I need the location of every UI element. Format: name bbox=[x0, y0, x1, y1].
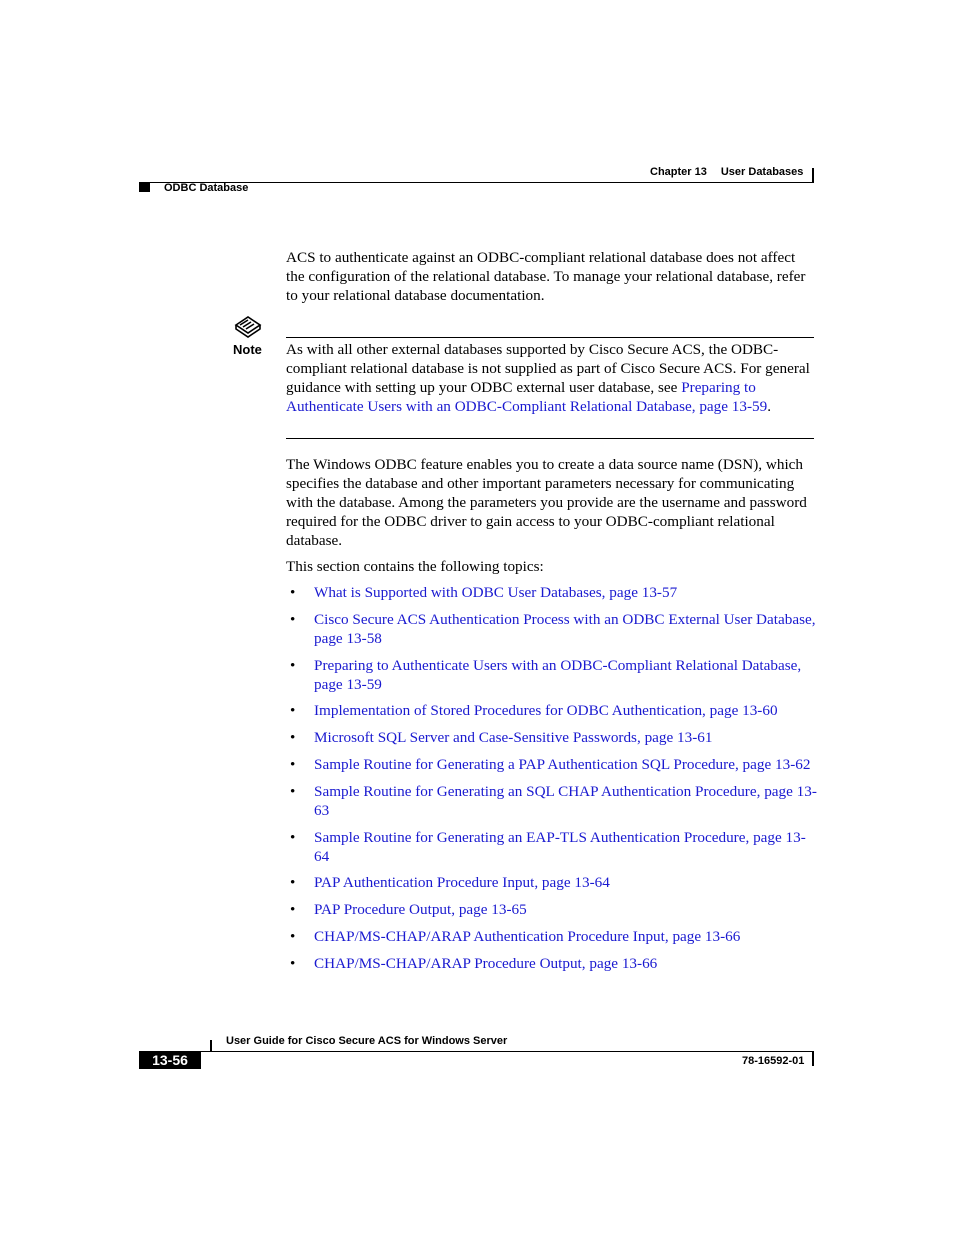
bullet: • bbox=[290, 656, 296, 674]
bullet: • bbox=[290, 874, 296, 892]
bullet: • bbox=[290, 927, 296, 945]
bullet: • bbox=[290, 755, 296, 773]
list-item bbox=[290, 701, 820, 720]
bullet: • bbox=[290, 610, 296, 628]
topic-link[interactable]: Sample Routine for Generating a PAP Authentication SQL Procedure, page 13-62 bbox=[314, 755, 811, 773]
bullet: • bbox=[290, 584, 296, 601]
note-body: As with all other external databases supported by Cisco Secure ACS, the ODBC-compliant relational database is not supplied as part of Cisco Secure ACS. For general guidance with setting up your ODBC external user database, see bbox=[286, 341, 810, 396]
page-number: 13-56 bbox=[139, 1051, 201, 1069]
list-item bbox=[290, 927, 820, 946]
note-link[interactable]: Preparing to Authenticate Users with an ODBC-Compliant Relational Database, page 13-59 bbox=[286, 379, 768, 415]
bullet: • bbox=[290, 828, 296, 846]
topics-list bbox=[290, 583, 820, 981]
list-item bbox=[290, 656, 820, 694]
footer-rule bbox=[201, 1051, 814, 1052]
bullet: • bbox=[290, 954, 296, 972]
pencil-icon bbox=[234, 315, 262, 344]
topic-link[interactable]: CHAP/MS-CHAP/ARAP Procedure Output, page 13-66 bbox=[314, 954, 658, 972]
topic-link[interactable]: Implementation of Stored Procedures for ODBC Authentication, page 13-60 bbox=[314, 702, 778, 720]
list-item bbox=[290, 728, 820, 747]
topic-link[interactable]: Microsoft SQL Server and Case-Sensitive Passwords, page 13-61 bbox=[314, 729, 713, 747]
chapter-number: Chapter 13 bbox=[650, 166, 707, 178]
list-item bbox=[290, 610, 820, 648]
topic-link[interactable]: Sample Routine for Generating an EAP-TLS Authentication Procedure, page 13-64 bbox=[314, 828, 806, 865]
footer-right-bar bbox=[812, 1051, 814, 1066]
list-item bbox=[290, 954, 820, 973]
list-item bbox=[290, 900, 820, 919]
note-label: Note bbox=[233, 342, 262, 357]
list-item bbox=[290, 873, 820, 892]
header-section-marker bbox=[139, 182, 150, 192]
list-item bbox=[290, 782, 820, 820]
topic-link[interactable]: Sample Routine for Generating an SQL CHAP Authentication Procedure, page 13-63 bbox=[314, 782, 817, 819]
dsn-paragraph: The Windows ODBC feature enables you to create a data source name (DSN), which specifies the database and other important parameters necessary for communicating with the database. Among the parameters you provide are the username and password required for the ODBC driver to gain access to your ODBC-compliant relational database. bbox=[286, 456, 807, 549]
note-text bbox=[286, 340, 816, 416]
topic-link[interactable]: What is Supported with ODBC User Databases, page 13-57 bbox=[314, 584, 678, 601]
topic-link[interactable]: PAP Procedure Output, page 13-65 bbox=[314, 901, 527, 919]
footer-guide-title: User Guide for Cisco Secure ACS for Windows Server bbox=[226, 1035, 508, 1047]
document-number: 78-16592-01 bbox=[742, 1055, 805, 1067]
topic-link[interactable]: PAP Authentication Procedure Input, page 13-64 bbox=[314, 874, 610, 892]
bullet: • bbox=[290, 729, 296, 747]
topics-intro: This section contains the following topics: bbox=[286, 558, 544, 575]
topic-link[interactable]: Cisco Secure ACS Authentication Process with an ODBC External User Database, page 13-58 bbox=[314, 610, 816, 647]
list-item bbox=[290, 755, 820, 774]
running-header bbox=[650, 166, 803, 178]
chapter-title: User Databases bbox=[720, 166, 804, 178]
list-item bbox=[290, 828, 820, 866]
section-title: ODBC Database bbox=[164, 182, 249, 194]
topic-link[interactable]: CHAP/MS-CHAP/ARAP Authentication Procedure Input, page 13-66 bbox=[314, 927, 741, 945]
topic-link[interactable]: Preparing to Authenticate Users with an ODBC-Compliant Relational Database, page 13-59 bbox=[314, 656, 802, 693]
header-right-bar bbox=[812, 168, 814, 183]
note-top-rule bbox=[286, 337, 814, 338]
intro-paragraph: ACS to authenticate against an ODBC-compliant relational database does not affect the configuration of the relational database. To manage your relational database, refer to your relational database documentation. bbox=[286, 249, 806, 304]
bullet: • bbox=[290, 901, 296, 919]
list-item bbox=[290, 583, 820, 602]
note-after: . bbox=[767, 398, 772, 415]
bullet: • bbox=[290, 782, 296, 800]
note-bottom-rule bbox=[286, 438, 814, 439]
bullet: • bbox=[290, 702, 296, 720]
